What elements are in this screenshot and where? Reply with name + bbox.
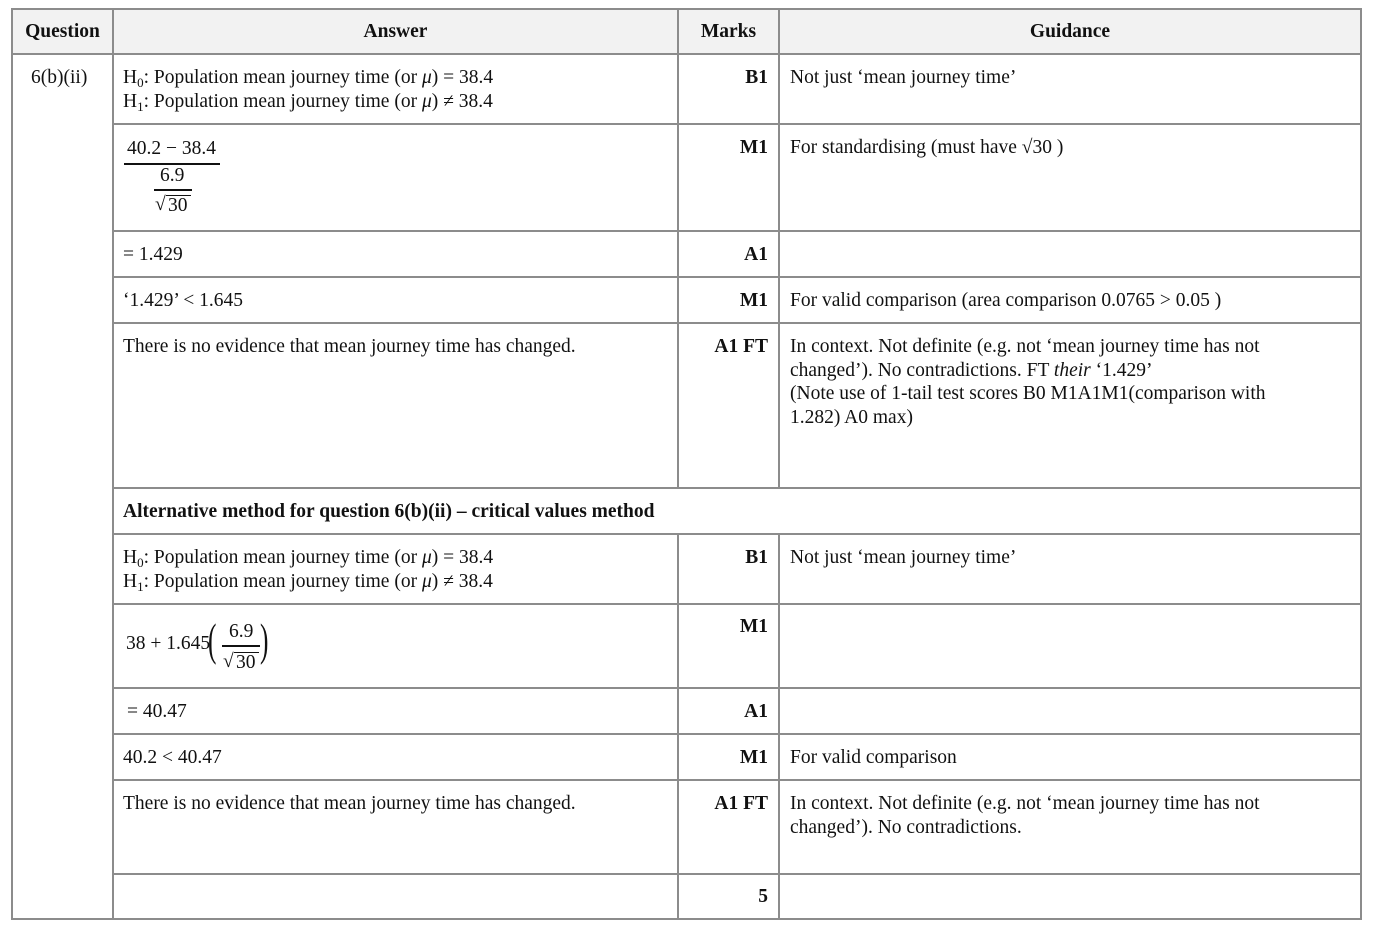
row-divider [113,873,1362,875]
h0-text: : Population mean journey time (or [143,67,422,88]
mark-conclusion: A1 FT [714,336,768,357]
header-answer: Answer [363,21,428,42]
alt-mark-critical-value: A1 [744,701,768,722]
guidance-emphasis: their [1053,359,1091,381]
alt-mark-hypotheses: B1 [745,547,768,568]
alt-guidance-comparison: For valid comparison [790,747,957,768]
right-parenthesis: ) [260,614,269,665]
row-divider [113,779,1362,781]
h1-subscript: 1 [137,99,144,114]
row-divider [113,687,1362,689]
fraction-bar-inner [154,189,192,191]
row-divider [113,322,1362,324]
guidance-standardise: For standardising (must have √30 ) [790,137,1064,158]
h0-value: ) = 38.4 [431,67,494,88]
h0-mu: μ [421,67,432,88]
column-divider-question [112,8,114,920]
alternative-method-heading: Alternative method for question 6(b)(ii) – critical values method [123,501,655,522]
h0-value: ) = 38.4 [431,547,494,568]
h0-symbol: H [123,67,138,88]
table-border-bottom [12,918,1362,920]
h0-mu: μ [421,547,432,568]
guidance-line: changed’). No contradictions. [790,816,1022,838]
column-divider-answer [677,8,679,488]
alt-null-hypothesis [123,546,493,571]
header-guidance: Guidance [1029,21,1111,42]
guidance-comparison: For valid comparison (area comparison 0.0765 > 0.05 ) [790,290,1222,311]
table-border-left [11,8,13,920]
h0-symbol: H [123,547,138,568]
critical-frac-sqrt: 30 [236,652,256,673]
left-parenthesis: ( [208,614,217,665]
h1-symbol: H [123,91,138,112]
fraction-denominator-top: 6.9 [160,165,185,186]
alt-comparison-statement: 40.2 < 40.47 [123,747,222,768]
h1-symbol: H [123,571,138,592]
alt-guidance-conclusion [790,792,1350,839]
alt-mark-comparison: M1 [739,747,768,768]
comparison-statement: ‘1.429’ < 1.645 [123,290,244,311]
table-border-top [12,8,1362,10]
column-divider-marks [778,8,780,488]
h0-subscript: 0 [137,75,144,90]
guidance-line: (Note use of 1-tail test scores B0 M1A1M1(comparison with [790,383,1266,404]
guidance-line: 1.282) A0 max) [790,406,913,428]
alt-mark-critical: M1 [739,616,768,637]
row-divider [113,733,1362,735]
row-divider [113,603,1362,605]
critical-fraction-bar [222,645,260,647]
mark-standardise: M1 [739,137,768,158]
column-divider-marks [778,533,780,920]
h1-mu: μ [421,91,432,112]
critical-value: = 40.47 [127,701,187,722]
guidance-line [790,359,1350,383]
table-border-right [1360,8,1362,920]
row-divider [113,533,1362,535]
mark-test-statistic: A1 [744,244,768,265]
column-divider-answer [677,533,679,920]
mark-hypotheses: B1 [745,67,768,88]
alt-mark-conclusion: A1 FT [714,793,768,814]
null-hypothesis [123,66,493,91]
h1-value: ) ≠ 38.4 [431,91,493,112]
mark-comparison: M1 [739,290,768,311]
h0-text: : Population mean journey time (or [143,547,422,568]
guidance-hypotheses: Not just ‘mean journey time’ [790,67,1017,88]
row-divider [113,230,1362,232]
radical-sign: √ [155,194,166,215]
alternative-hypothesis [123,90,493,115]
row-divider [113,123,1362,125]
alt-alternative-hypothesis [123,570,493,595]
guidance-text: ‘1.429’ [1090,359,1153,381]
h0-subscript: 0 [137,555,144,570]
conclusion-statement: There is no evidence that mean journey time has changed. [123,336,576,357]
row-divider [113,276,1362,278]
guidance-conclusion [790,335,1350,429]
alt-conclusion-statement: There is no evidence that mean journey time has changed. [123,793,576,814]
fraction-numerator: 40.2 − 38.4 [127,138,216,159]
h1-mu: μ [421,571,432,592]
h1-subscript: 1 [137,579,144,594]
fraction-denominator-sqrt: 30 [168,195,188,216]
header-divider [12,53,1362,55]
guidance-line: In context. Not definite (e.g. not ‘mean journey time has not [790,336,1260,357]
h1-text: : Population mean journey time (or [143,571,422,592]
critical-frac-top: 6.9 [229,621,254,642]
guidance-line: In context. Not definite (e.g. not ‘mean journey time has not [790,793,1260,814]
question-id: 6(b)(ii) [31,67,88,88]
test-statistic: = 1.429 [123,244,183,265]
guidance-text: changed’). No contradictions. FT [790,359,1054,381]
header-question: Question [25,21,100,42]
row-divider [113,487,1362,489]
header-marks: Marks [700,21,757,42]
total-marks: 5 [758,886,768,907]
alt-guidance-hypotheses: Not just ‘mean journey time’ [790,547,1017,568]
critical-lead: 38 + 1.645 [126,633,211,654]
h1-value: ) ≠ 38.4 [431,571,493,592]
h1-text: : Population mean journey time (or [143,91,422,112]
critical-radical-sign: √ [223,651,234,672]
